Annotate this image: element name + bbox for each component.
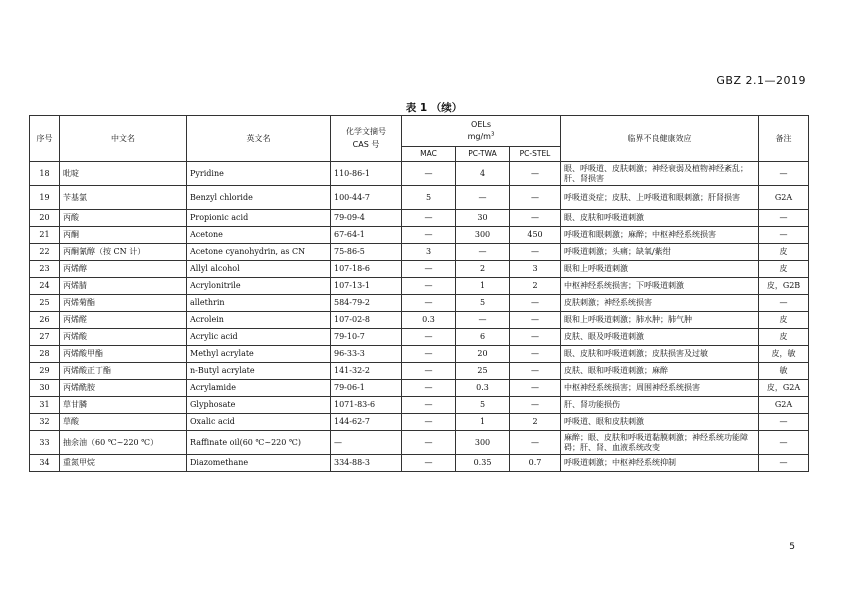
table-row [30,227,809,244]
cell-no: 22 [30,244,60,261]
cell-no: 23 [30,261,60,278]
cell-cas: 67-64-1 [331,227,402,244]
cell-stel: — [510,397,561,414]
cell-twa: — [456,186,510,210]
cell-cas: 334-88-3 [331,455,402,472]
cell-no: 26 [30,312,60,329]
table-body [30,162,809,472]
cell-effect: 呼吸道刺激；头痛；缺氧/紫绀 [561,244,759,261]
table-row [30,244,809,261]
cell-remark: — [759,227,809,244]
cell-remark: 皮，G2B [759,278,809,295]
cell-twa: 20 [456,346,510,363]
cell-cas: 110-86-1 [331,162,402,186]
cell-mac: 5 [402,186,456,210]
cell-mac: — [402,227,456,244]
cell-cas: 100-44-7 [331,186,402,210]
cell-effect: 皮肤、眼及呼吸道刺激 [561,329,759,346]
cell-effect: 眼和上呼吸道刺激；肺水肿；肺气肿 [561,312,759,329]
cell-effect: 呼吸道、眼和皮肤刺激 [561,414,759,431]
cell-mac: — [402,295,456,312]
cell-stel: — [510,363,561,380]
cell-cn-name: 抽余油（60 ℃~220 ℃） [60,431,187,455]
cell-stel: — [510,244,561,261]
cell-cn-name: 丙烯腈 [60,278,187,295]
cell-effect: 眼、皮肤和呼吸道刺激 [561,210,759,227]
cell-en-name: Oxalic acid [187,414,331,431]
cell-mac: 0.3 [402,312,456,329]
cell-en-name: Acetone cyanohydrin, as CN [187,244,331,261]
cell-no: 25 [30,295,60,312]
table-row [30,455,809,472]
cell-stel: — [510,346,561,363]
cell-cn-name: 丙烯醛 [60,312,187,329]
cell-mac: — [402,346,456,363]
cell-twa: 0.35 [456,455,510,472]
cell-stel: 450 [510,227,561,244]
cell-en-name: Acrolein [187,312,331,329]
cell-mac: — [402,380,456,397]
cell-twa: 300 [456,227,510,244]
cell-effect: 中枢神经系统损害；周围神经系统损害 [561,380,759,397]
cell-remark: G2A [759,186,809,210]
cell-twa: 4 [456,162,510,186]
cell-no: 21 [30,227,60,244]
table-row [30,346,809,363]
table-row [30,397,809,414]
header-cn-name: 中文名 [60,116,187,162]
cell-cas: 107-02-8 [331,312,402,329]
cell-cn-name: 丙烯酸甲酯 [60,346,187,363]
cell-mac: — [402,431,456,455]
table-title: 表 1 （续） [405,102,463,114]
cell-remark: — [759,431,809,455]
cell-twa: — [456,244,510,261]
cell-stel: — [510,431,561,455]
cell-twa: 5 [456,295,510,312]
cell-en-name: Diazomethane [187,455,331,472]
page-number: 5 [789,542,795,552]
header-oels-unit [405,132,557,142]
cell-cas: 96-33-3 [331,346,402,363]
cell-cn-name: 丙烯醇 [60,261,187,278]
cell-stel: — [510,186,561,210]
cell-mac: — [402,455,456,472]
header-oels-unit-exp: 3 [490,131,495,138]
cell-effect: 呼吸道刺激；中枢神经系统抑制 [561,455,759,472]
table-row [30,431,809,455]
cell-en-name: Acrylamide [187,380,331,397]
cell-effect: 中枢神经系统损害；下呼吸道刺激 [561,278,759,295]
header-effects: 临界不良健康效应 [561,116,759,162]
cell-cn-name: 丙烯酰胺 [60,380,187,397]
cell-mac: — [402,329,456,346]
cell-en-name: Benzyl chloride [187,186,331,210]
cell-en-name: Allyl alcohol [187,261,331,278]
cell-remark: — [759,295,809,312]
cell-no: 32 [30,414,60,431]
cell-twa: 30 [456,210,510,227]
cell-remark: 皮 [759,261,809,278]
cell-stel: — [510,162,561,186]
cell-effect: 皮肤刺激；神经系统损害 [561,295,759,312]
table-row [30,210,809,227]
header-oels-unit-base: mg/m [467,132,491,141]
cell-en-name: allethrin [187,295,331,312]
table-row [30,278,809,295]
table-row [30,414,809,431]
cell-en-name: Acrylic acid [187,329,331,346]
cell-twa: 1 [456,414,510,431]
cell-cn-name: 草甘膦 [60,397,187,414]
cell-remark: — [759,455,809,472]
cell-stel: 3 [510,261,561,278]
cell-cn-name: 重氮甲烷 [60,455,187,472]
cell-cn-name: 草酸 [60,414,187,431]
cell-en-name: Raffinate oil(60 ℃~220 ℃) [187,431,331,455]
header-oels [402,116,561,147]
table-row [30,261,809,278]
cell-cas: 107-13-1 [331,278,402,295]
cell-no: 27 [30,329,60,346]
cell-en-name: Methyl acrylate [187,346,331,363]
cell-remark: 敏 [759,363,809,380]
cell-remark: G2A [759,397,809,414]
cell-cas: — [331,431,402,455]
cell-no: 24 [30,278,60,295]
cell-cas: 79-09-4 [331,210,402,227]
cell-cas: 1071-83-6 [331,397,402,414]
cell-en-name: Glyphosate [187,397,331,414]
table-row [30,329,809,346]
cell-remark: 皮，G2A [759,380,809,397]
cell-twa: 6 [456,329,510,346]
cell-stel: 2 [510,278,561,295]
cell-twa: 0.3 [456,380,510,397]
cell-remark: — [759,210,809,227]
cell-remark: — [759,414,809,431]
cell-no: 20 [30,210,60,227]
cell-cn-name: 丙烯菊酯 [60,295,187,312]
cell-no: 19 [30,186,60,210]
oel-table [29,115,809,472]
cell-mac: — [402,261,456,278]
cell-no: 34 [30,455,60,472]
cell-cn-name: 吡啶 [60,162,187,186]
cell-twa: 5 [456,397,510,414]
cell-stel: — [510,295,561,312]
cell-effect: 呼吸道炎症；皮肤、上呼吸道和眼刺激；肝肾损害 [561,186,759,210]
cell-cas: 79-10-7 [331,329,402,346]
cell-en-name: Pyridine [187,162,331,186]
cell-cn-name: 苄基氯 [60,186,187,210]
cell-twa: 25 [456,363,510,380]
header-twa: PC-TWA [456,147,510,162]
cell-stel: 0.7 [510,455,561,472]
cell-cn-name: 丙烯酸正丁酯 [60,363,187,380]
cell-en-name: Propionic acid [187,210,331,227]
cell-remark: — [759,162,809,186]
cell-mac: 3 [402,244,456,261]
cell-cas: 144-62-7 [331,414,402,431]
cell-no: 29 [30,363,60,380]
cell-effect: 肝、肾功能损伤 [561,397,759,414]
header-en-name: 英文名 [187,116,331,162]
cell-mac: — [402,278,456,295]
cell-stel: — [510,312,561,329]
cell-en-name: Acetone [187,227,331,244]
cell-effect: 麻醉；眼、皮肤和呼吸道黏膜刺激；神经系统功能障碍；肝、肾、血液系统改变 [561,431,759,455]
cell-mac: — [402,363,456,380]
cell-stel: — [510,329,561,346]
cell-effect: 眼、呼吸道、皮肤刺激；神经衰弱及植物神经紊乱；肝、肾损害 [561,162,759,186]
standard-code: GBZ 2.1—2019 [716,74,806,87]
cell-effect: 眼、皮肤和呼吸道刺激；皮肤损害及过敏 [561,346,759,363]
cell-remark: 皮 [759,329,809,346]
cell-twa: 1 [456,278,510,295]
cell-mac: — [402,210,456,227]
header-stel: PC-STEL [510,147,561,162]
cell-stel: — [510,380,561,397]
header-oels-label: OELs [471,120,491,129]
cell-effect: 呼吸道和眼刺激；麻醉；中枢神经系统损害 [561,227,759,244]
header-cas-line1: 化学文摘号 [346,127,386,136]
header-no: 序号 [30,116,60,162]
header-cas [331,116,402,162]
cell-no: 28 [30,346,60,363]
cell-en-name: Acrylonitrile [187,278,331,295]
cell-remark: 皮，敏 [759,346,809,363]
cell-no: 33 [30,431,60,455]
cell-stel: — [510,210,561,227]
cell-mac: — [402,162,456,186]
cell-cn-name: 丙酸 [60,210,187,227]
cell-en-name: n-Butyl acrylate [187,363,331,380]
cell-no: 18 [30,162,60,186]
header-mac: MAC [402,147,456,162]
table-row [30,295,809,312]
table-row [30,162,809,186]
header-cas-line2: CAS 号 [352,140,380,149]
cell-mac: — [402,414,456,431]
cell-remark: 皮 [759,244,809,261]
cell-effect: 皮肤、眼和呼吸道刺激；麻醉 [561,363,759,380]
cell-cas: 79-06-1 [331,380,402,397]
cell-cn-name: 丙酮 [60,227,187,244]
cell-cn-name: 丙烯酸 [60,329,187,346]
cell-twa: — [456,312,510,329]
table-row [30,186,809,210]
cell-stel: 2 [510,414,561,431]
cell-cas: 141-32-2 [331,363,402,380]
cell-cn-name: 丙酮氰醇（按 CN 计） [60,244,187,261]
cell-cas: 75-86-5 [331,244,402,261]
header-remark: 备注 [759,116,809,162]
table-row [30,380,809,397]
table-row [30,312,809,329]
cell-twa: 2 [456,261,510,278]
cell-remark: 皮 [759,312,809,329]
cell-effect: 眼和上呼吸道刺激 [561,261,759,278]
table-row [30,363,809,380]
cell-cas: 107-18-6 [331,261,402,278]
cell-no: 30 [30,380,60,397]
cell-mac: — [402,397,456,414]
cell-twa: 300 [456,431,510,455]
cell-no: 31 [30,397,60,414]
cell-cas: 584-79-2 [331,295,402,312]
